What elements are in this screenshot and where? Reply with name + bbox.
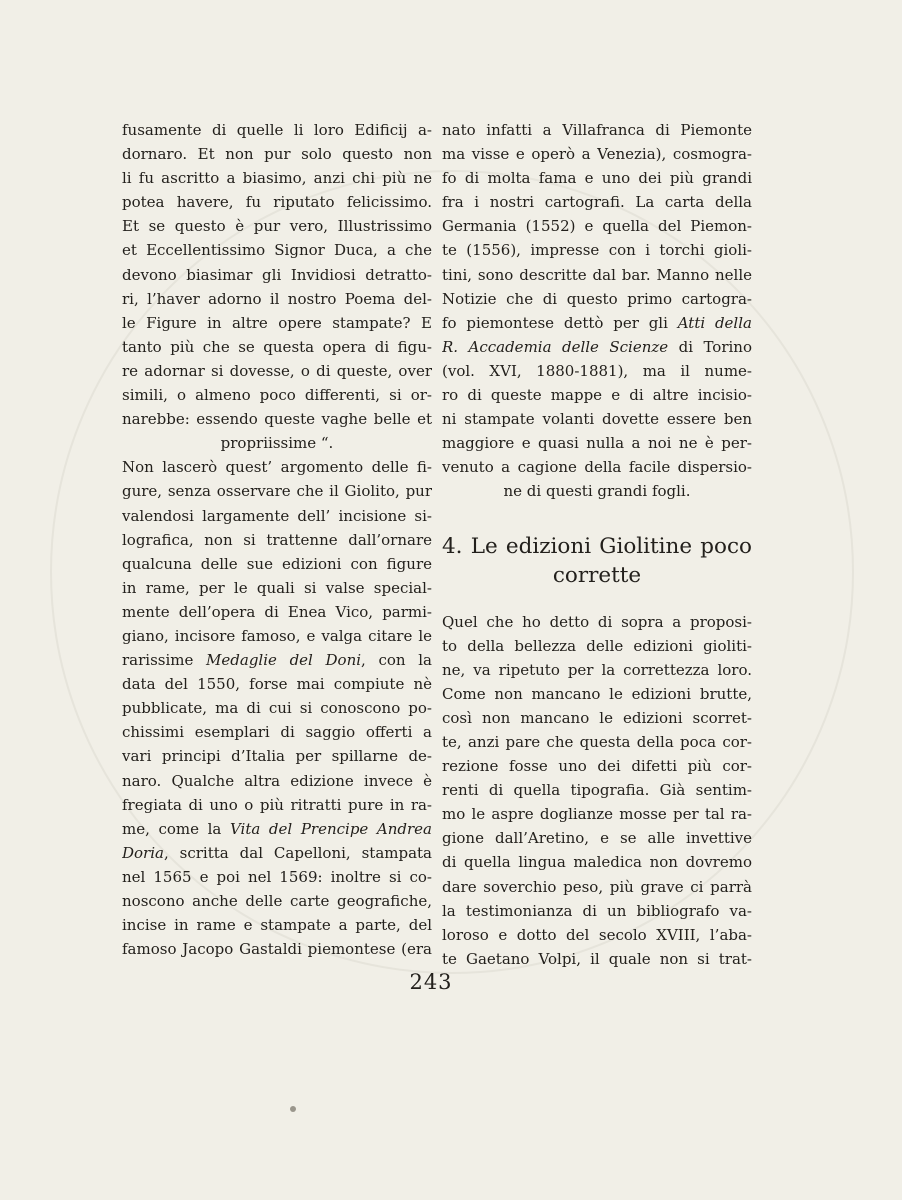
text-line: fusamente di quelle li loro Edificij a- <box>122 121 432 139</box>
text-line: dare soverchio peso, più grave ci parrà <box>442 877 752 896</box>
text-segment: fo piemontese dettò per gli <box>442 313 668 332</box>
text-line: naro. Qualche altra edizione invece è <box>122 771 432 790</box>
text-line: nato infatti a Villafranca di Piemonte <box>442 121 752 139</box>
text-line: (vol. XVI, 1880-1881), ma il nume- <box>442 361 752 380</box>
text-line: mente dell’opera di Enea Vico, parmi- <box>122 602 432 621</box>
text-line: fo di molta fama e uno dei più grandi <box>442 169 752 188</box>
text-line: te (1556), impresse con i torchi gioli- <box>442 241 752 260</box>
text-line: to della bellezza delle edizioni gioliti- <box>442 636 752 655</box>
italic-title: Medaglie del Doni <box>206 651 362 670</box>
section-heading <box>442 532 752 590</box>
text-line: re adornar si dovesse, o di queste, over <box>122 361 432 380</box>
text-line: Quel che ho detto di sopra a proposi- <box>442 612 752 631</box>
text-line: le Figure in altre opere stampate? E <box>122 313 432 332</box>
text-line: te Gaetano Volpi, il quale non si trat- <box>442 949 752 968</box>
text-line: propriissime “. <box>220 434 334 453</box>
text-line: gure, senza osservare che il Giolito, pur <box>122 482 432 501</box>
text-line: ma visse e operò a Venezia), cosmogra- <box>442 145 752 164</box>
text-line: valendosi largamente dell’ incisione si- <box>122 506 432 525</box>
text-line: Non lascerò quest’ argomento delle fi- <box>122 458 432 477</box>
text-segment: , con la <box>361 651 432 670</box>
text-line: maggiore e quasi nulla a noi ne è per- <box>442 434 752 453</box>
text-line: in rame, per le quali si valse special- <box>122 578 432 597</box>
text-line: nel 1565 e poi nel 1569: inoltre si co- <box>122 867 432 886</box>
text-line: lografica, non si trattenne dall’ornare <box>122 530 432 549</box>
text-line: ne di questi grandi fogli. <box>503 482 691 501</box>
text-line: li fu ascritto a biasimo, anzi chi più ne <box>122 169 432 188</box>
text-segment: di Torino <box>668 337 752 356</box>
text-line: loroso e dotto del secolo XVIII, l’aba- <box>442 925 752 944</box>
text-line: narebbe: essendo queste vaghe belle et <box>122 410 432 429</box>
right-column <box>442 118 752 971</box>
text-line: et Eccellentissimo Signor Duca, a che <box>122 241 432 260</box>
text-line: Et se questo è pur vero, Illustrissimo <box>122 217 432 236</box>
text-line: rezione fosse uno dei difetti più cor- <box>442 757 752 776</box>
page-number: 243 <box>409 970 453 994</box>
text-line: Come non mancano le edizioni brutte, <box>442 684 752 703</box>
text-line: vari principi d’Italia per spillarne de- <box>122 747 432 766</box>
text-line: simili, o almeno poco differenti, si or- <box>122 386 432 405</box>
text-line: ro di queste mappe e di altre incisio- <box>442 386 752 405</box>
text-line <box>122 817 432 841</box>
text-line <box>122 648 432 672</box>
text-line: incise in rame e stampate a parte, del <box>122 916 432 935</box>
heading-line: corrette <box>552 562 642 588</box>
text-line: pubblicate, ma di cui si conoscono po- <box>122 699 432 718</box>
text-line: di quella lingua maledica non dovremo <box>442 853 752 872</box>
text-line: ni stampate volanti dovette essere ben <box>442 410 752 429</box>
text-line: giano, incisore famoso, e valga citare le <box>122 626 432 645</box>
italic-title: Vita del Prencipe Andrea <box>229 819 432 838</box>
text-line: qualcuna delle sue edizioni con figure <box>122 554 432 573</box>
text-line: famoso Jacopo Gastaldi piemontese (era <box>122 940 432 959</box>
paper-speck <box>290 1106 296 1112</box>
text-line: ne, va ripetuto per la correttezza loro. <box>442 660 752 679</box>
text-line: devono biasimar gli Invidiosi detratto- <box>122 265 432 284</box>
text-line <box>442 311 752 335</box>
heading-line: 4. Le edizioni Giolitine poco <box>442 533 752 559</box>
text-segment: , scritta dal Capelloni, stampata <box>163 843 432 862</box>
text-line: dornaro. Et non pur solo questo non <box>122 145 432 164</box>
text-line: fregiata di uno o più ritratti pure in ra- <box>122 795 432 814</box>
text-line: tini, sono descritte dal bar. Manno nelle <box>442 265 752 284</box>
text-line: potea havere, fu riputato felicissimo. <box>122 193 432 212</box>
text-line: chissimi esemplari di saggio offerti a <box>122 723 432 742</box>
text-line: Germania (1552) e quella del Piemon- <box>442 217 752 236</box>
text-line: mo le aspre doglianze mosse per tal ra- <box>442 805 752 824</box>
text-segment: me, come la <box>122 819 222 838</box>
left-column <box>122 118 432 961</box>
text-line: così non mancano le edizioni scorret- <box>442 708 752 727</box>
text-line: renti di quella tipografia. Già sentim- <box>442 781 752 800</box>
italic-title: R. Accademia delle Scienze <box>442 337 669 356</box>
italic-title: Doria <box>122 843 164 862</box>
italic-title: Atti della <box>677 313 752 332</box>
text-line: te, anzi pare che questa della poca cor- <box>442 732 752 751</box>
text-line: tanto più che se questa opera di figu- <box>122 337 432 356</box>
text-line <box>442 335 752 359</box>
text-line: noscono anche delle carte geografiche, <box>122 892 432 910</box>
text-line: venuto a cagione della facile dispersio- <box>442 458 752 477</box>
text-line: data del 1550, forse mai compiute nè <box>122 675 432 694</box>
text-line <box>122 841 432 865</box>
text-line: fra i nostri cartografi. La carta della <box>442 193 752 212</box>
text-segment: rarissime <box>122 651 194 670</box>
text-line: Notizie che di questo primo cartogra- <box>442 289 752 308</box>
text-line: ri, l’haver adorno il nostro Poema del- <box>122 289 432 308</box>
text-line: la testimonianza di un bibliografo va- <box>442 901 752 920</box>
text-line: gione dall’Aretino, e se alle invettive <box>442 829 752 848</box>
